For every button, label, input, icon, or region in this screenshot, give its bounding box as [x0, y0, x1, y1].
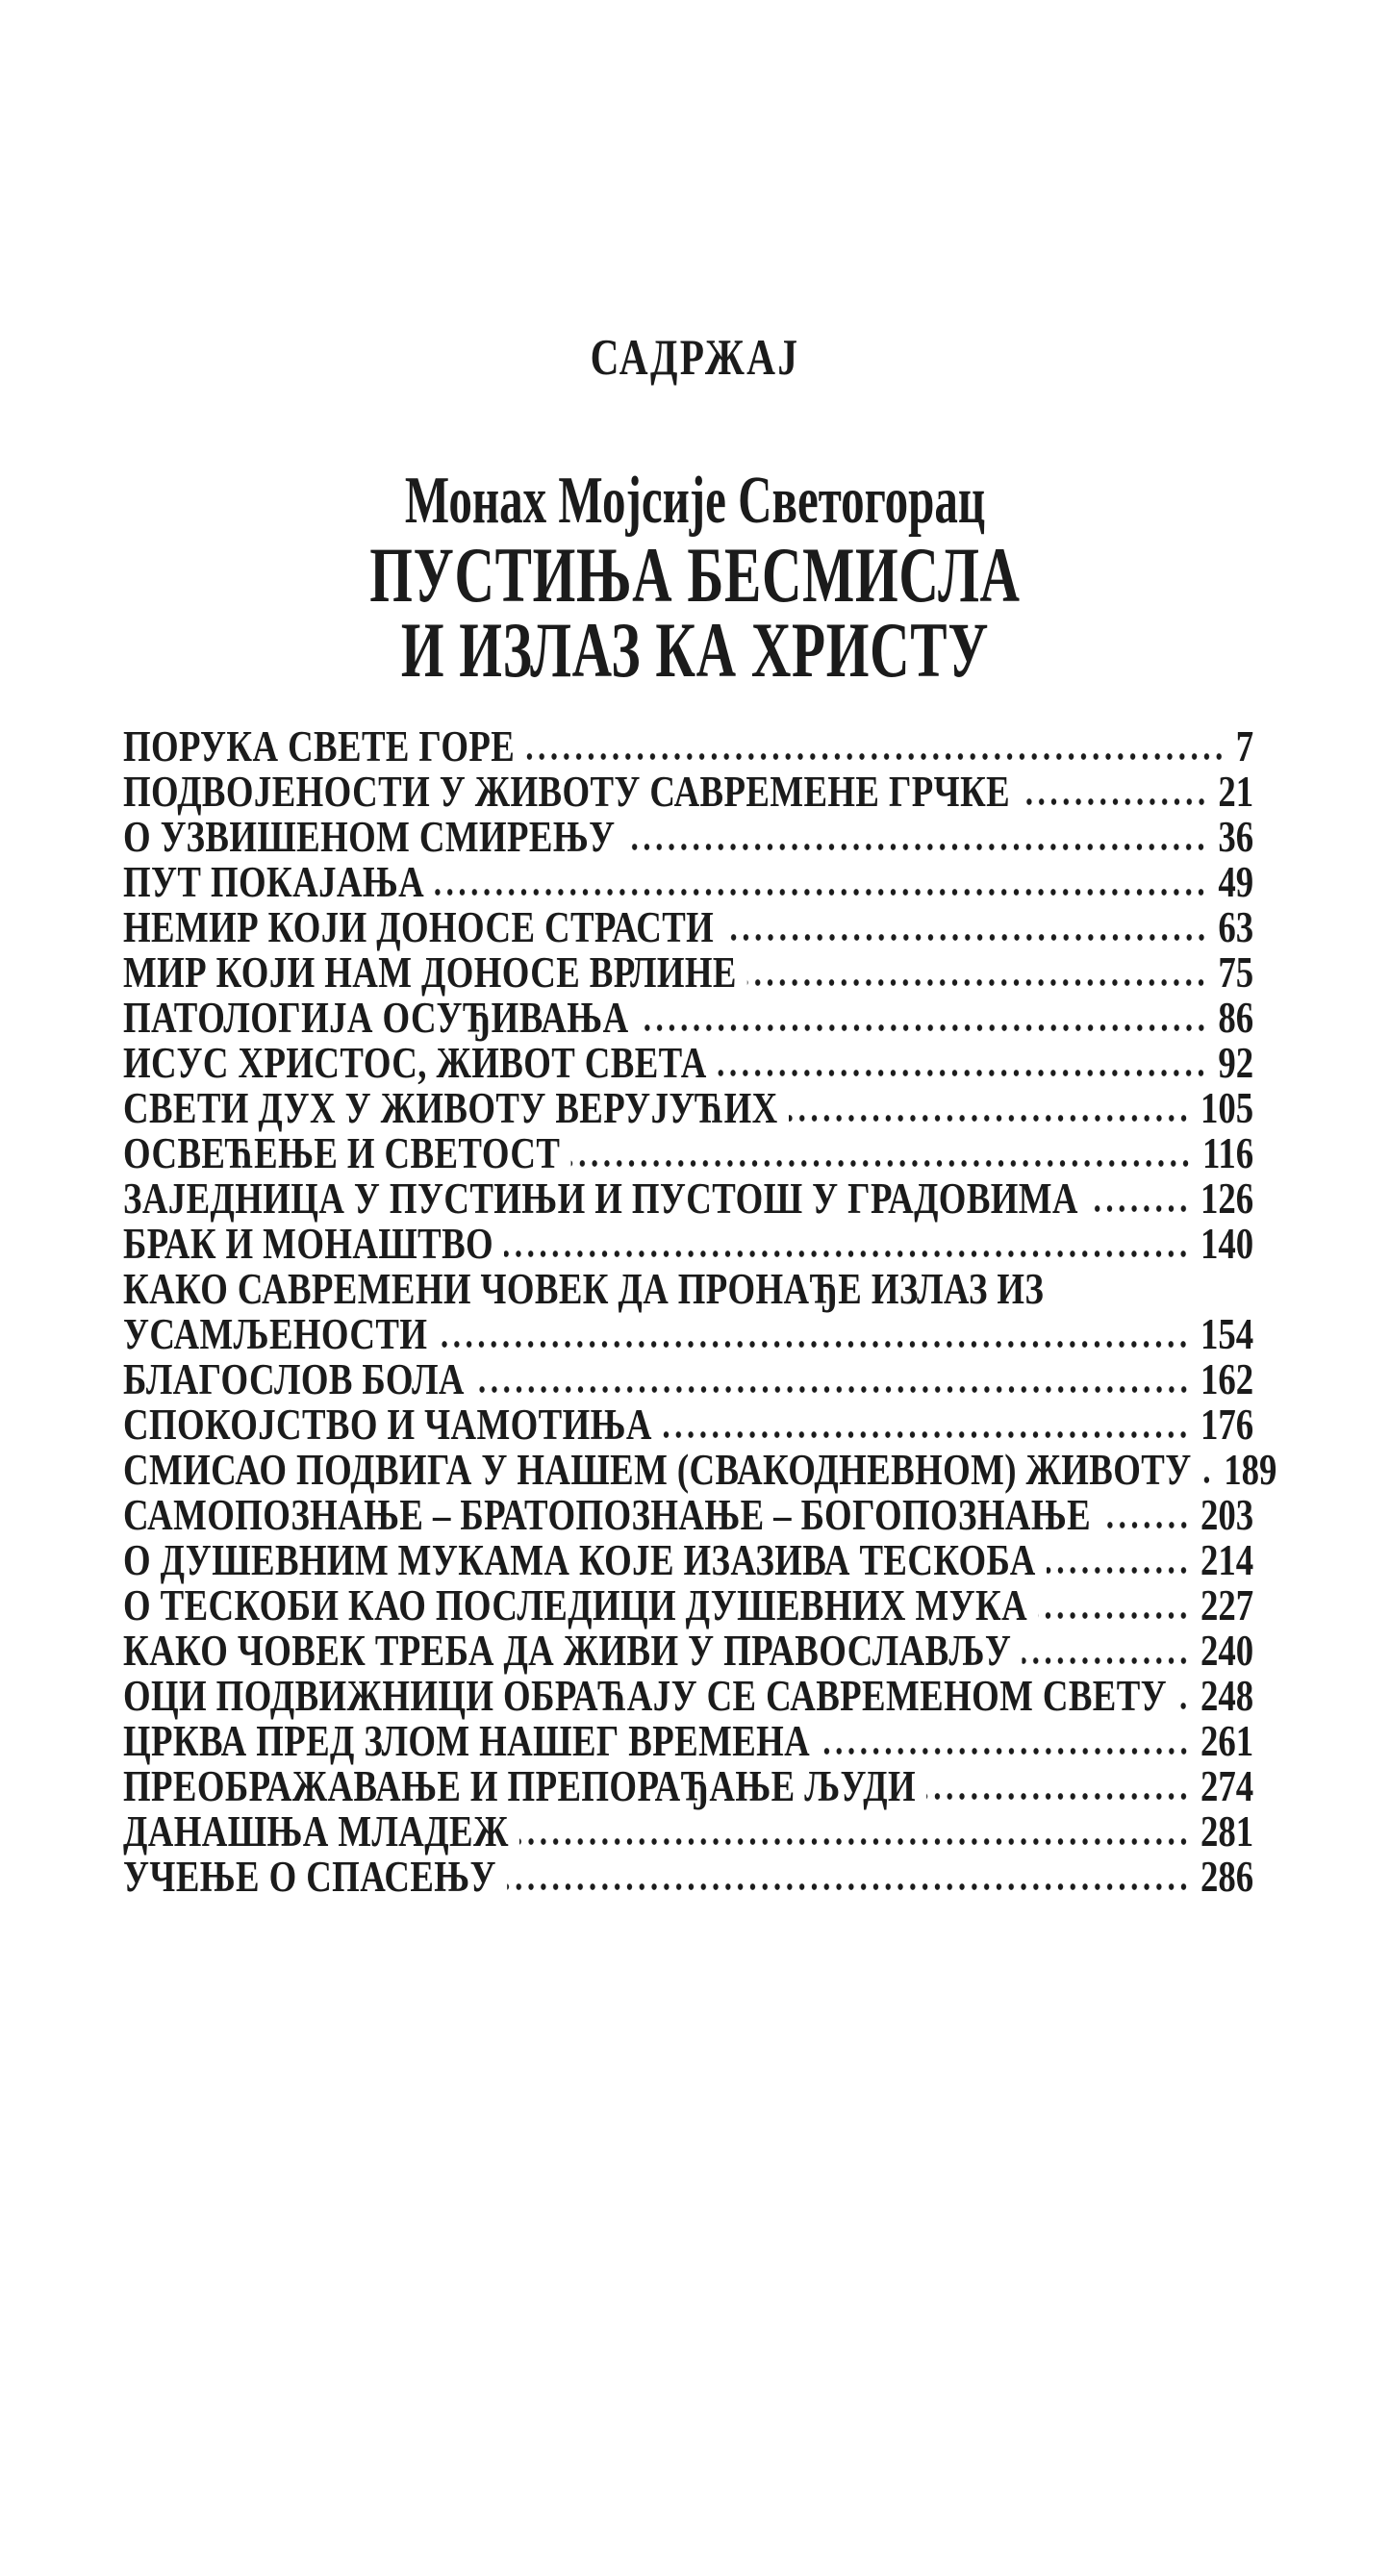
toc-dot-leader: [570, 1159, 1191, 1168]
toc-entry-title: О ДУШЕВНИМ МУКАМА КОЈЕ ИЗАЗИВА ТЕСКОБА: [123, 1535, 1036, 1584]
toc-entry-row: [123, 1175, 1253, 1221]
toc-dot-leader: [439, 1340, 1190, 1349]
toc-page-number: 49: [1218, 857, 1254, 906]
toc-page-number: 116: [1202, 1128, 1254, 1177]
toc-entry-title: ДАНАШЊА МЛАДЕЖ: [123, 1806, 509, 1856]
book-title-line-1: ПУСТИЊА БЕСМИСЛА: [369, 531, 1021, 619]
toc-entry-row: [123, 1402, 1253, 1447]
toc-entry-title: ПОРУКА СВЕТЕ ГОРЕ: [123, 721, 516, 770]
toc-page-number: 140: [1200, 1219, 1254, 1268]
toc-page-number: 92: [1218, 1038, 1254, 1087]
toc-entry-title: БРАК И МОНАШТВО: [123, 1219, 494, 1268]
toc-entry-title: МИР КОЈИ НАМ ДОНОСЕ ВРЛИНЕ: [123, 947, 737, 997]
toc-entry-row: [123, 1808, 1253, 1854]
toc-dot-leader: [519, 1837, 1190, 1846]
toc-entry-title: ЗАЈЕДНИЦА У ПУСТИЊИ И ПУСТОШ У ГРАДОВИМА: [123, 1174, 1078, 1223]
toc-entry-row: [123, 1763, 1253, 1808]
author-line: Монах Мојсије Светогорац: [404, 464, 986, 538]
toc-entry-row: [123, 1854, 1253, 1899]
toc-entry-title: ИСУС ХРИСТОС, ЖИВОТ СВЕТА: [123, 1038, 707, 1087]
book-title: [209, 531, 1182, 694]
toc-dot-leader: [1089, 1204, 1190, 1213]
toc-page-number: 21: [1218, 767, 1254, 816]
toc-entry-row: [123, 1537, 1253, 1582]
toc-page-number: 162: [1200, 1354, 1254, 1403]
toc-entry-row: [123, 1582, 1253, 1628]
toc-page-number: 274: [1200, 1761, 1254, 1810]
toc-entry-row: [123, 1311, 1253, 1356]
toc-page-number: 75: [1218, 947, 1254, 997]
toc-entry-row: [123, 1040, 1253, 1085]
toc-entry-row: [123, 1492, 1253, 1537]
toc-entry-title: ПАТОЛОГИЈА ОСУЂИВАЊА: [123, 993, 629, 1042]
toc-page-number: 214: [1200, 1535, 1254, 1584]
toc-entry-title: БЛАГОСЛОВ БОЛА: [123, 1354, 465, 1403]
toc-dot-leader: [789, 1114, 1190, 1123]
toc-entry-row: [123, 1085, 1253, 1130]
toc-page-number: 176: [1200, 1400, 1254, 1449]
toc-dot-leader: [747, 978, 1207, 987]
toc-dot-leader: [640, 1023, 1207, 1032]
toc-dot-leader: [1202, 1476, 1213, 1484]
toc-dot-leader: [626, 843, 1207, 851]
toc-list: [123, 721, 1277, 1901]
toc-entry-title: ЦРКВА ПРЕД ЗЛОМ НАШЕГ ВРЕМЕНА: [123, 1716, 811, 1765]
toc-page-number: 63: [1218, 902, 1254, 951]
toc-entry-row: [123, 995, 1253, 1040]
toc-entry-row: [123, 1718, 1253, 1763]
toc-dot-leader: [435, 888, 1207, 897]
toc-page-number: 154: [1200, 1309, 1254, 1358]
toc-dot-leader: [1101, 1521, 1190, 1529]
toc-entry-row: [123, 1130, 1253, 1175]
toc-dot-leader: [1022, 1656, 1189, 1665]
toc-entry-title: ПУТ ПОКАЈАЊА: [123, 857, 425, 906]
toc-entry-title: О УЗВИШЕНОМ СМИРЕЊУ: [123, 812, 616, 861]
toc-dot-leader: [1038, 1611, 1189, 1620]
toc-entry-title: КАКО САВРЕМЕНИ ЧОВЕК ДА ПРОНАЂЕ ИЗЛАЗ ИЗ: [123, 1264, 1045, 1313]
toc-entry-row: [123, 1356, 1253, 1402]
toc-page-number: 227: [1200, 1580, 1254, 1629]
toc-page-number: 261: [1200, 1716, 1254, 1765]
toc-entry-row: [123, 814, 1253, 859]
toc-page-number: 36: [1218, 812, 1254, 861]
toc-entry-title: О ТЕСКОБИ КАО ПОСЛЕДИЦИ ДУШЕВНИХ МУКА: [123, 1580, 1028, 1629]
toc-entry-row: [123, 1445, 1277, 1494]
toc-entry-row: [123, 949, 1253, 995]
toc-entry-row: [123, 1673, 1253, 1718]
toc-entry-row: [123, 769, 1253, 814]
toc-entry-title: ОЦИ ПОДВИЖНИЦИ ОБРАЋАЈУ СЕ САВРЕМЕНОМ СВЕТУ: [123, 1671, 1168, 1720]
toc-page-number: 203: [1200, 1490, 1254, 1539]
toc-dot-leader: [475, 1385, 1190, 1394]
toc-dot-leader: [926, 1792, 1190, 1801]
toc-entry-title: САМОПОЗНАЊЕ – БРАТОПОЗНАЊЕ – БОГОПОЗНАЊЕ: [123, 1490, 1092, 1539]
toc-dot-leader: [504, 1250, 1190, 1258]
toc-entry-title: СВЕТИ ДУХ У ЖИВОТУ ВЕРУЈУЋИХ: [123, 1083, 778, 1132]
toc-entry-title: УЧЕЊЕ О СПАСЕЊУ: [123, 1852, 496, 1901]
toc-page-number: 7: [1235, 721, 1254, 770]
toc-page-number: 286: [1200, 1852, 1254, 1901]
toc-entry-title: УСАМЉЕНОСТИ: [123, 1309, 428, 1358]
toc-dot-leader: [718, 1069, 1207, 1077]
toc-entry-row: [123, 859, 1253, 904]
toc-entry-row: [123, 1221, 1253, 1266]
toc-page-number: 126: [1200, 1174, 1254, 1223]
toc-dot-leader: [724, 933, 1207, 942]
toc-page-number: 86: [1218, 993, 1254, 1042]
toc-dot-leader: [1047, 1566, 1190, 1575]
contents-heading: САДРЖАЈ: [590, 330, 800, 386]
toc-dot-leader: [1177, 1702, 1190, 1710]
toc-entry-row: [123, 723, 1253, 769]
toc-entry-title: СПОКОЈСТВО И ЧАМОТИЊА: [123, 1400, 652, 1449]
toc-entry-title: КАКО ЧОВЕК ТРЕБА ДА ЖИВИ У ПРАВОСЛАВЉУ: [123, 1626, 1012, 1675]
toc-page-number: 281: [1200, 1806, 1254, 1856]
toc-dot-leader: [525, 752, 1225, 761]
toc-entry-title: ПОДВОЈЕНОСТИ У ЖИВОТУ САВРЕМЕНЕ ГРЧКЕ: [123, 767, 1011, 816]
toc-dot-leader: [507, 1882, 1190, 1891]
toc-entry-title: ОСВЕЋЕЊЕ И СВЕТОСТ: [123, 1128, 561, 1177]
toc-entry-row: [123, 904, 1253, 949]
toc-entry-title: СМИСАО ПОДВИГА У НАШЕМ (СВАКОДНЕВНОМ) ЖИВОТУ: [123, 1445, 1192, 1494]
toc-page-number: 189: [1224, 1445, 1277, 1494]
book-title-line-2: И ИЗЛАЗ КА ХРИСТУ: [400, 606, 990, 694]
toc-page-number: 105: [1200, 1083, 1254, 1132]
toc-dot-leader: [1021, 797, 1207, 806]
toc-dot-leader: [663, 1430, 1190, 1439]
toc-page-number: 248: [1200, 1671, 1254, 1720]
toc-entry-row: [123, 1628, 1253, 1673]
toc-entry-title: ПРЕОБРАЖАВАЊЕ И ПРЕПОРАЂАЊЕ ЉУДИ: [123, 1761, 916, 1810]
toc-dot-leader: [821, 1747, 1189, 1755]
book-page: [0, 330, 1390, 2576]
toc-entry-title: НЕМИР КОЈИ ДОНОСЕ СТРАСТИ: [123, 902, 715, 951]
toc-entry-row: [123, 1266, 1253, 1311]
toc-page-number: 240: [1200, 1626, 1254, 1675]
